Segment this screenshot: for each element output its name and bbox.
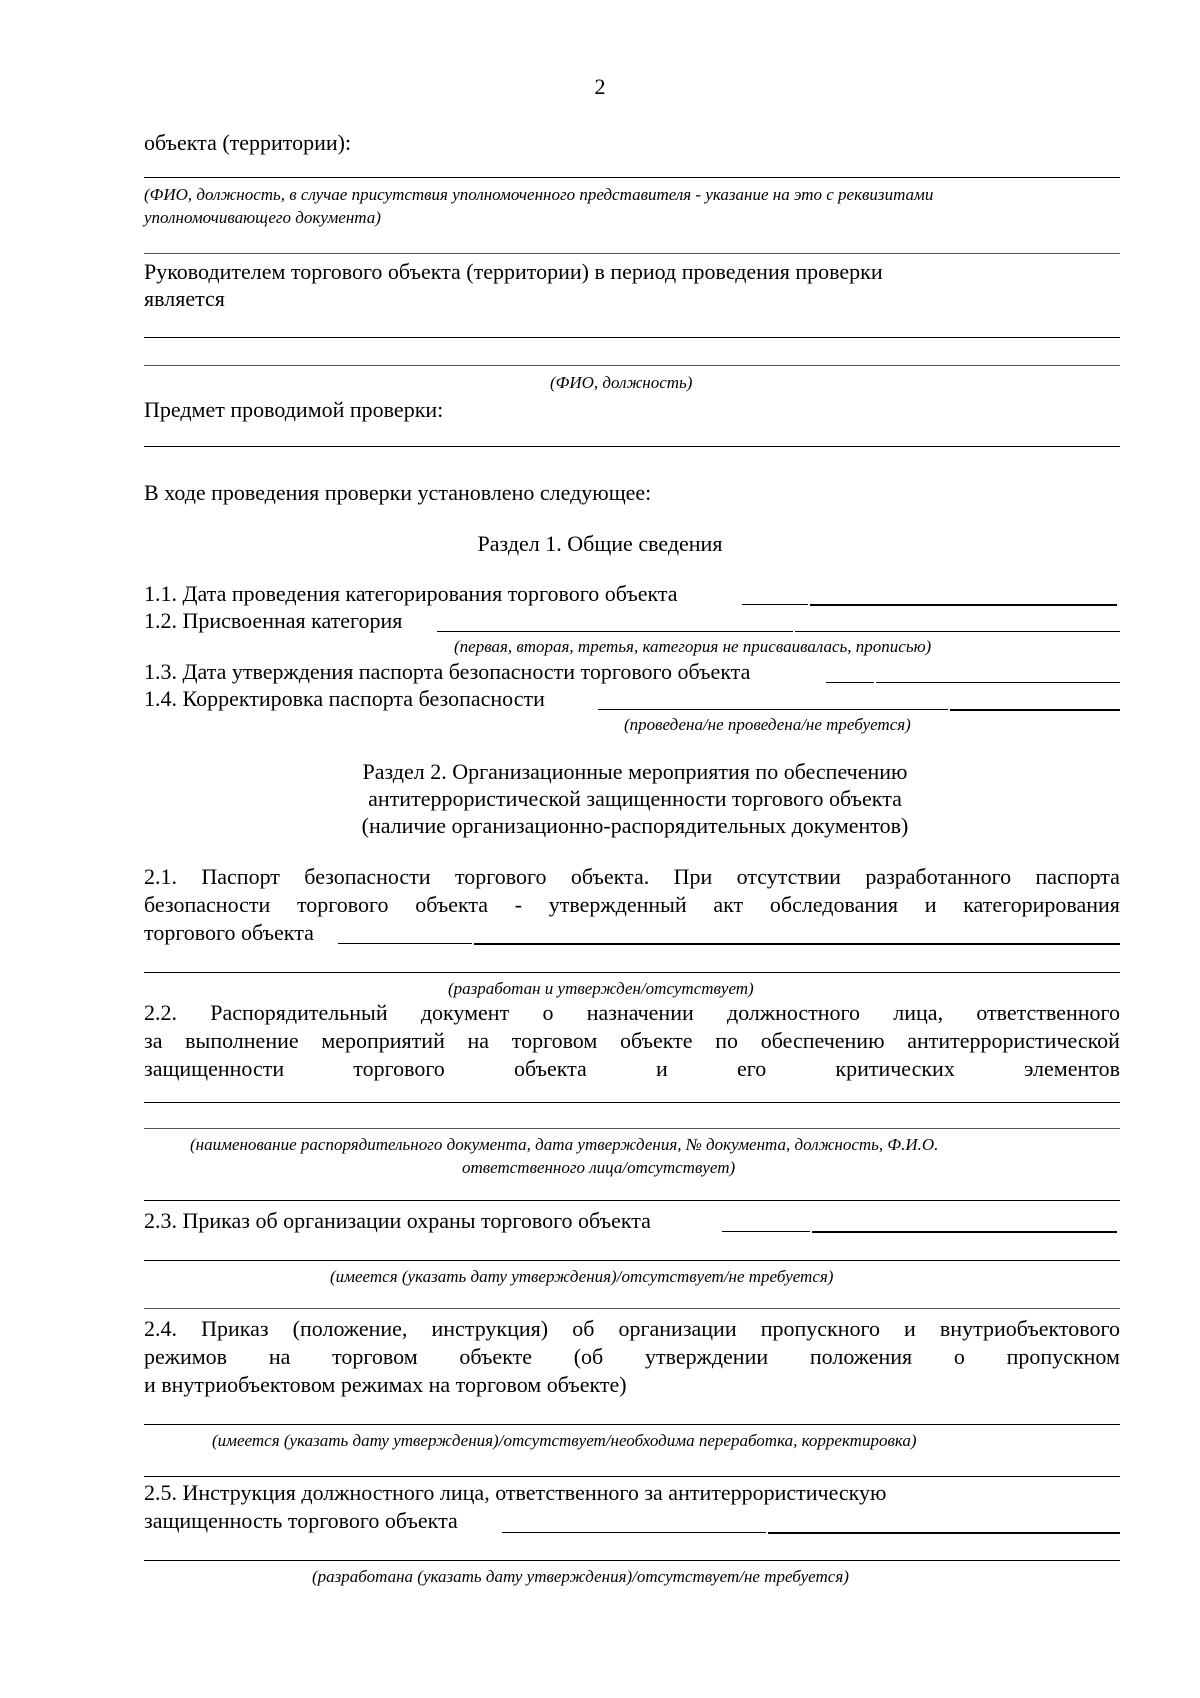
justified-word: При [673,864,713,889]
justified-word: за [144,1028,163,1053]
item-2-4-line3: и внутриобъектовом режимах на торговом объекте) [144,1372,627,1397]
section2-title-line2: антитеррористической защищенности торгового объекта [368,786,902,811]
justified-word: торгового [353,1056,445,1081]
fill-line [474,943,1120,945]
justified-word: должностного [727,1000,861,1025]
justified-word: на [268,1344,291,1369]
fill-line [144,972,1120,973]
separator-line [144,253,1120,254]
fill-line [144,446,1120,447]
justified-word: Приказ [201,1316,269,1341]
fill-line [338,943,472,944]
justified-word: утвержденный [548,892,687,917]
head-fio-note: (ФИО, должность) [550,373,693,392]
fio-note-line1: (ФИО, должность, в случае присутствия уполномоченного представителя - указание на это с реквизитами [144,185,934,204]
justified-word: организации [618,1316,737,1341]
justified-word: назначении [586,1000,694,1025]
justified-word: объекта. [570,864,650,889]
fill-line [144,177,1120,178]
justified-word: 2.1. [144,864,177,889]
item-1-4-note: (проведена/не проведена/не требуется) [624,715,911,734]
fill-line [876,682,1120,683]
justified-word: обеспечению [760,1028,885,1053]
justified-word: (положение, [292,1316,408,1341]
justified-word: защищенности [144,1056,285,1081]
justified-word: антитеррористической [907,1028,1120,1053]
fill-line [950,709,1120,711]
justified-word: торгового [454,864,547,889]
item-2-2-note-line1: (наименование распорядительного документа, дата утверждения, № документа, должность, Ф.И.О. [190,1135,939,1154]
justified-word: и [924,892,937,917]
fill-line [812,1231,1117,1233]
justified-word: объекта [513,1056,587,1081]
justified-word: по [715,1028,739,1053]
item-2-4-line2 [144,1343,1120,1371]
justified-word: 2.4. [144,1316,177,1341]
item-2-2-note-line2: ответственного лица/отсутствует) [462,1158,736,1177]
justified-word: ответственного [976,1000,1120,1025]
fill-line [144,1424,1120,1425]
justified-word: пропускном [1006,1344,1120,1369]
justified-word: отсутствии [736,864,841,889]
fill-line [144,337,1120,338]
item-2-5-line1: 2.5. Инструкция должностного лица, ответственного за антитеррористическую [144,1480,887,1505]
justified-word: категорирования [963,892,1120,917]
justified-word: паспорта [1035,864,1120,889]
item-2-1-note: (разработан и утвержден/отсутствует) [448,979,754,998]
justified-word: выполнение [185,1028,299,1053]
item-1-2: 1.2. Присвоенная категория [144,608,403,633]
justified-word: торговом [332,1344,418,1369]
item-1-4: 1.4. Корректировка паспорта безопасности [144,686,545,711]
item-2-3-line1: 2.3. Приказ об организации охраны торгового объекта [144,1208,651,1233]
findings-label: В ходе проведения проверки установлено следующее: [144,480,652,505]
justified-word: утверждении [645,1344,769,1369]
fill-line [144,1476,1120,1477]
fill-line [144,1560,1120,1561]
fill-line [502,1532,766,1533]
fill-line [144,1128,1120,1129]
justified-word: инструкция) [431,1316,549,1341]
justified-word: лица, [893,1000,944,1025]
item-2-2-line3 [144,1055,1120,1083]
justified-word: объекте [620,1028,693,1053]
justified-word: критических [835,1056,955,1081]
justified-word: документ [420,1000,510,1025]
justified-word: акт [713,892,744,917]
item-2-1-line1 [144,863,1120,891]
item-2-2-line2 [144,1027,1120,1055]
item-2-3-note: (имеется (указать дату утверждения)/отсутствует/не требуется) [330,1267,834,1286]
item-2-1-line3: торгового объекта [144,920,314,945]
justified-word: и [656,1056,668,1081]
justified-word: на [467,1028,490,1053]
fill-line [810,604,1117,606]
object-territory-label: объекта (территории): [144,130,352,155]
justified-word: объекта [415,892,489,917]
justified-word: пропускного [760,1316,880,1341]
justified-word: внутриобъектового [939,1316,1120,1341]
item-1-2-note: (первая, вторая, третья, категория не присваивалась, прописью) [454,637,932,656]
item-2-5-line2: защищенность торгового объекта [144,1508,458,1533]
fill-line [144,365,1120,366]
fill-line [795,631,1120,632]
item-1-3: 1.3. Дата утверждения паспорта безопасности торгового объекта [144,659,751,684]
item-2-4-line1 [144,1315,1120,1343]
justified-word: объекте [459,1344,532,1369]
page-number: 2 [594,74,606,99]
fill-line [598,709,948,710]
justified-word: режимов [144,1344,228,1369]
subject-label: Предмет проводимой проверки: [144,397,444,422]
item-1-1: 1.1. Дата проведения категорирования торгового объекта [144,581,678,606]
fill-line [144,1308,1120,1309]
fio-note-line2: уполномочивающего документа) [144,208,381,227]
item-2-4-note: (имеется (указать дату утверждения)/отсутствует/необходима переработка, корректировка) [212,1431,917,1450]
fill-line [768,1532,1120,1534]
fill-line [742,604,808,605]
fill-line [826,682,874,683]
fill-line [144,1200,1120,1201]
section2-title-line1: Раздел 2. Организационные мероприятия по обеспечению [362,759,908,784]
justified-word: о [542,1000,554,1025]
justified-word: безопасности [144,892,271,917]
section1-title: Раздел 1. Общие сведения [477,531,723,556]
justified-word: Распорядительный [210,1000,388,1025]
justified-word: безопасности [304,864,431,889]
fill-line [144,1102,1120,1103]
justified-word: его [736,1056,767,1081]
justified-word: торгового [296,892,389,917]
item-2-2-line1 [144,999,1120,1027]
justified-word: элементов [1024,1056,1120,1081]
item-2-5-note: (разработана (указать дату утверждения)/отсутствует/не требуется) [312,1567,849,1586]
head-line2: является [144,286,225,311]
justified-word: торговом [511,1028,598,1053]
section2-title-line3: (наличие организационно-распорядительных документов) [361,813,909,838]
justified-word: и [904,1316,916,1341]
justified-word: о [953,1344,965,1369]
fill-line [144,1260,1120,1261]
item-2-1-line2 [144,891,1120,919]
justified-word: положения [809,1344,913,1369]
justified-word: 2.2. [144,1000,177,1025]
justified-word: Паспорт [201,864,280,889]
justified-word: мероприятий [321,1028,445,1053]
fill-line [722,1231,810,1232]
head-line1: Руководителем торгового объекта (территории) в период проведения проверки [144,259,883,284]
justified-word: - [514,892,523,917]
justified-word: обследования [769,892,899,917]
justified-word: разработанного [865,864,1012,889]
fill-line [437,631,793,632]
justified-word: об [572,1316,595,1341]
justified-word: (об [573,1344,604,1369]
